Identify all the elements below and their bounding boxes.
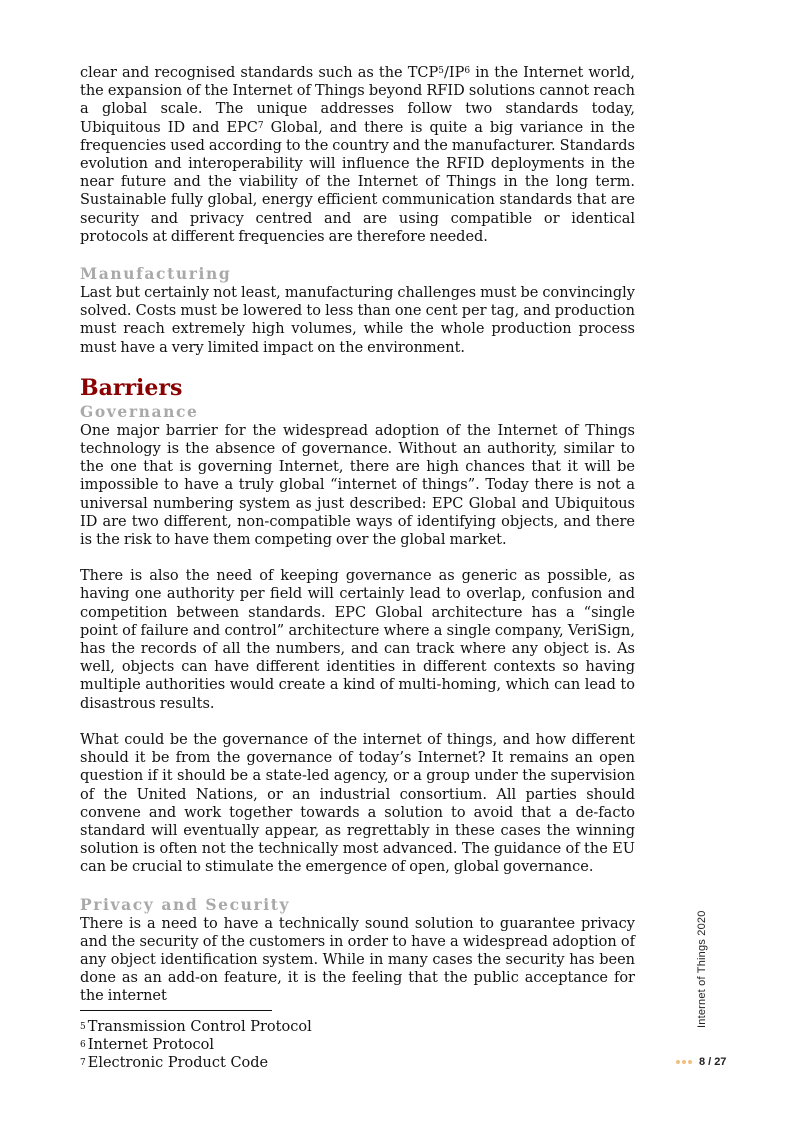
paragraph-governance-3: What could be the governance of the internet of things, and how different should it be from the governance of today’s Internet? It remains an open question if it should be a state-led agency, or a group under the supervision of the United Nations, or an industrial consortium. All parties should convene and work together towards a solution to avoid that a de-facto standard will eventually appear, as regrettably in these cases the winning solution is often not the technically most advanced. The guidance of the EU can be crucial to stimulate the emergence of open, global governance. xyxy=(80,731,635,876)
section-title-barriers: Barriers xyxy=(80,374,183,401)
paragraph-text: in the Internet world, the expansion of the Internet of Things beyond RFID solutions cannot reach a global scale. The unique addresses follow two standards today, Ubiquitous ID and EPC xyxy=(80,65,635,136)
footnote-ref-7[interactable]: 7 xyxy=(257,120,264,131)
total-pages: 27 xyxy=(714,1056,727,1068)
paragraph-governance-2: There is also the need of keeping governance as generic as possible, as having one authority per field will certainly lead to overlap, confusion and competition between standards. EPC Global architecture has a “single point of failure and control” architecture where a single company, VeriSign, has the records of all the numbers, and can track where any object is. As well, objects can have different identities in different contexts so having multiple authorities would create a kind of multi-homing, which can lead to disastrous results. xyxy=(80,568,635,712)
paragraph-text: /IP xyxy=(444,65,465,81)
footnote-text: Electronic Product Code xyxy=(87,1055,269,1072)
footnote-item xyxy=(80,1054,312,1072)
footnote-item xyxy=(80,1036,312,1054)
footnotes xyxy=(80,1018,312,1073)
footnote-text: Internet Protocol xyxy=(87,1037,214,1054)
paragraph-manufacturing: Last but certainly not least, manufacturing challenges must be convincingly solved. Costs must be lowered to less than one cent per tag, and production must reach extremely high volumes, while the whole production process must have a very limited impact on the environment. xyxy=(80,285,635,356)
page-content xyxy=(80,64,635,1006)
footnote-item xyxy=(80,1018,312,1036)
pager-dots-icon xyxy=(676,1060,692,1064)
subheading-governance: Governance xyxy=(80,401,199,421)
footnote-number: 7 xyxy=(80,1058,86,1069)
footnote-text: Transmission Control Protocol xyxy=(87,1019,312,1035)
paragraph-governance-1: One major barrier for the widespread adoption of the Internet of Things technology is the absence of governance. Without an authority, similar to the one that is governing Internet, there are high chances that it will be impossible to have a truly global “internet of things”. Today there is not a universal numbering system as just described: EPC Global and Ubiquitous ID are two different, non-compatible ways of identifying objects, and there is the risk to have them competing over the global market. xyxy=(80,422,635,549)
subheading-privacy-security: Privacy and Security xyxy=(80,894,291,914)
footnote-number: 6 xyxy=(80,1040,86,1051)
footnote-ref-6[interactable]: 6 xyxy=(464,66,471,76)
current-page: 8 xyxy=(699,1056,706,1068)
page-number xyxy=(676,1056,726,1068)
paragraph-standards xyxy=(80,64,635,246)
subheading-manufacturing: Manufacturing xyxy=(80,264,232,284)
footnote-ref-5[interactable]: 5 xyxy=(438,66,444,76)
sidebar-document-title: Internet of Things 2020 xyxy=(696,910,708,1028)
footnote-number: 5 xyxy=(80,1022,86,1032)
page-separator: / xyxy=(708,1056,712,1068)
footnote-divider xyxy=(80,1010,272,1011)
paragraph-privacy-1: There is a need to have a technically sound solution to guarantee privacy and the security of the customers in order to have a widespread adoption of any object identification system. While in many cases the security has been done as an add-on feature, it is the feeling that the public acceptance for the internet xyxy=(80,915,635,1005)
paragraph-text: clear and recognised standards such as the TCP xyxy=(80,65,439,81)
paragraph-text: Global, and there is quite a big variance in the frequencies used according to the country and the manufacturer. Standards evolution and interoperability will influence the RFID deployments in the near future and the viability of the Internet of Things in the long term. Sustainable fully global, energy efficient communication standards that are security and privacy centred and are using compatible or identical protocols at different frequencies are therefore needed. xyxy=(80,119,635,245)
